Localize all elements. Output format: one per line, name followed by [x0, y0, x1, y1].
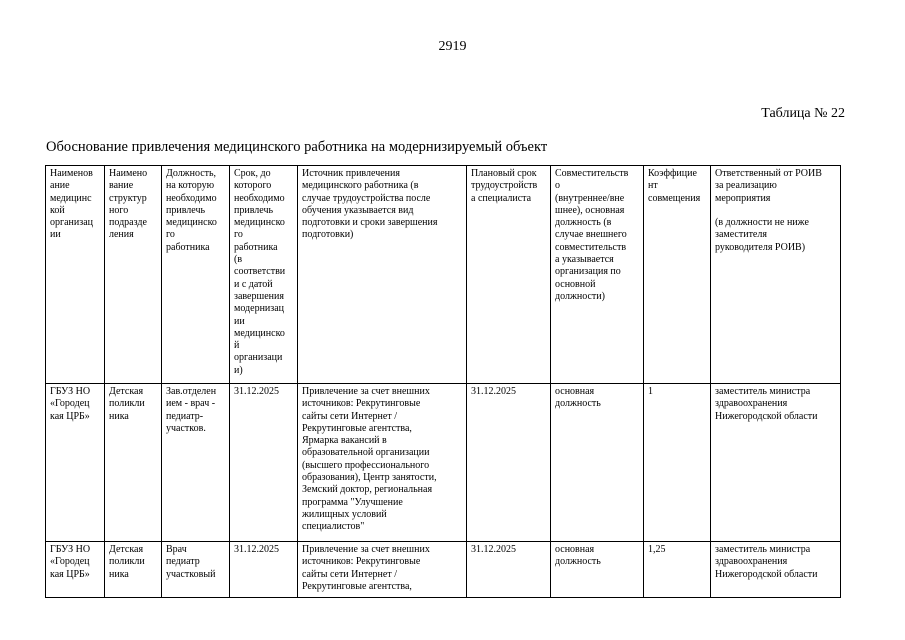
- header-responsible: Ответственный от РОИВ за реализацию мероприятия (в должности не ниже заместителя руководителя РОИВ): [711, 166, 841, 384]
- header-org-name: Наименов ание медицинс кой организац ии: [46, 166, 105, 384]
- cell-structural-unit: Детская поликли ника: [105, 384, 162, 542]
- staffing-table: [45, 165, 841, 598]
- header-deadline: Срок, до которого необходимо привлечь медицинско го работника (в соответстви и с датой завершения модернизац ии медицинско й организаци и): [230, 166, 298, 384]
- cell-planned-date: 31.12.2025: [467, 542, 551, 598]
- cell-deadline: 31.12.2025: [230, 384, 298, 542]
- cell-coefficient: 1,25: [644, 542, 711, 598]
- table-label: Таблица № 22: [761, 106, 845, 121]
- cell-responsible: заместитель министра здравоохранения Нижегородской области: [711, 384, 841, 542]
- cell-combination: основная должность: [551, 542, 644, 598]
- cell-source: Привлечение за счет внешних источников: Рекрутинговые сайты сети Интернет / Рекрутинговые агентства, Ярмарка вакансий в образовательной организации (высшего профессионального образования), Центр занятости, Земский доктор, региональная программа "Улучшение жилищных условий специалистов": [298, 384, 467, 542]
- cell-position: Врач педиатр участковый: [162, 542, 230, 598]
- cell-responsible: заместитель министра здравоохранения Нижегородской области: [711, 542, 841, 598]
- header-source: Источник привлечения медицинского работника (в случае трудоустройства после обучения указывается вид подготовки и сроки завершения подготовки): [298, 166, 467, 384]
- header-planned-date: Плановый срок трудоустройств а специалиста: [467, 166, 551, 384]
- header-structural-unit: Наимено вание структур ного подразде ления: [105, 166, 162, 384]
- table-row: [46, 384, 841, 542]
- cell-deadline: 31.12.2025: [230, 542, 298, 598]
- header-row: [46, 166, 841, 384]
- header-coefficient: Коэффицие нт совмещения: [644, 166, 711, 384]
- cell-structural-unit: Детская поликли ника: [105, 542, 162, 598]
- cell-planned-date: 31.12.2025: [467, 384, 551, 542]
- document-title: Обоснование привлечения медицинского работника на модернизируемый объект: [46, 139, 548, 155]
- cell-position: Зав.отделен ием - врач - педиатр- участков.: [162, 384, 230, 542]
- cell-combination: основная должность: [551, 384, 644, 542]
- page-number: 2919: [438, 39, 467, 54]
- cell-org-name: ГБУЗ НО «Городец кая ЦРБ»: [46, 542, 105, 598]
- cell-coefficient: 1: [644, 384, 711, 542]
- header-position: Должность, на которую необходимо привлечь медицинско го работника: [162, 166, 230, 384]
- table-row: [46, 542, 841, 598]
- cell-org-name: ГБУЗ НО «Городец кая ЦРБ»: [46, 384, 105, 542]
- header-combination: Совместительств о (внутреннее/вне шнее), основная должность (в случае внешнего совместительств а указывается организация по основной должности): [551, 166, 644, 384]
- cell-source: Привлечение за счет внешних источников: Рекрутинговые сайты сети Интернет / Рекрутинговые агентства,: [298, 542, 467, 598]
